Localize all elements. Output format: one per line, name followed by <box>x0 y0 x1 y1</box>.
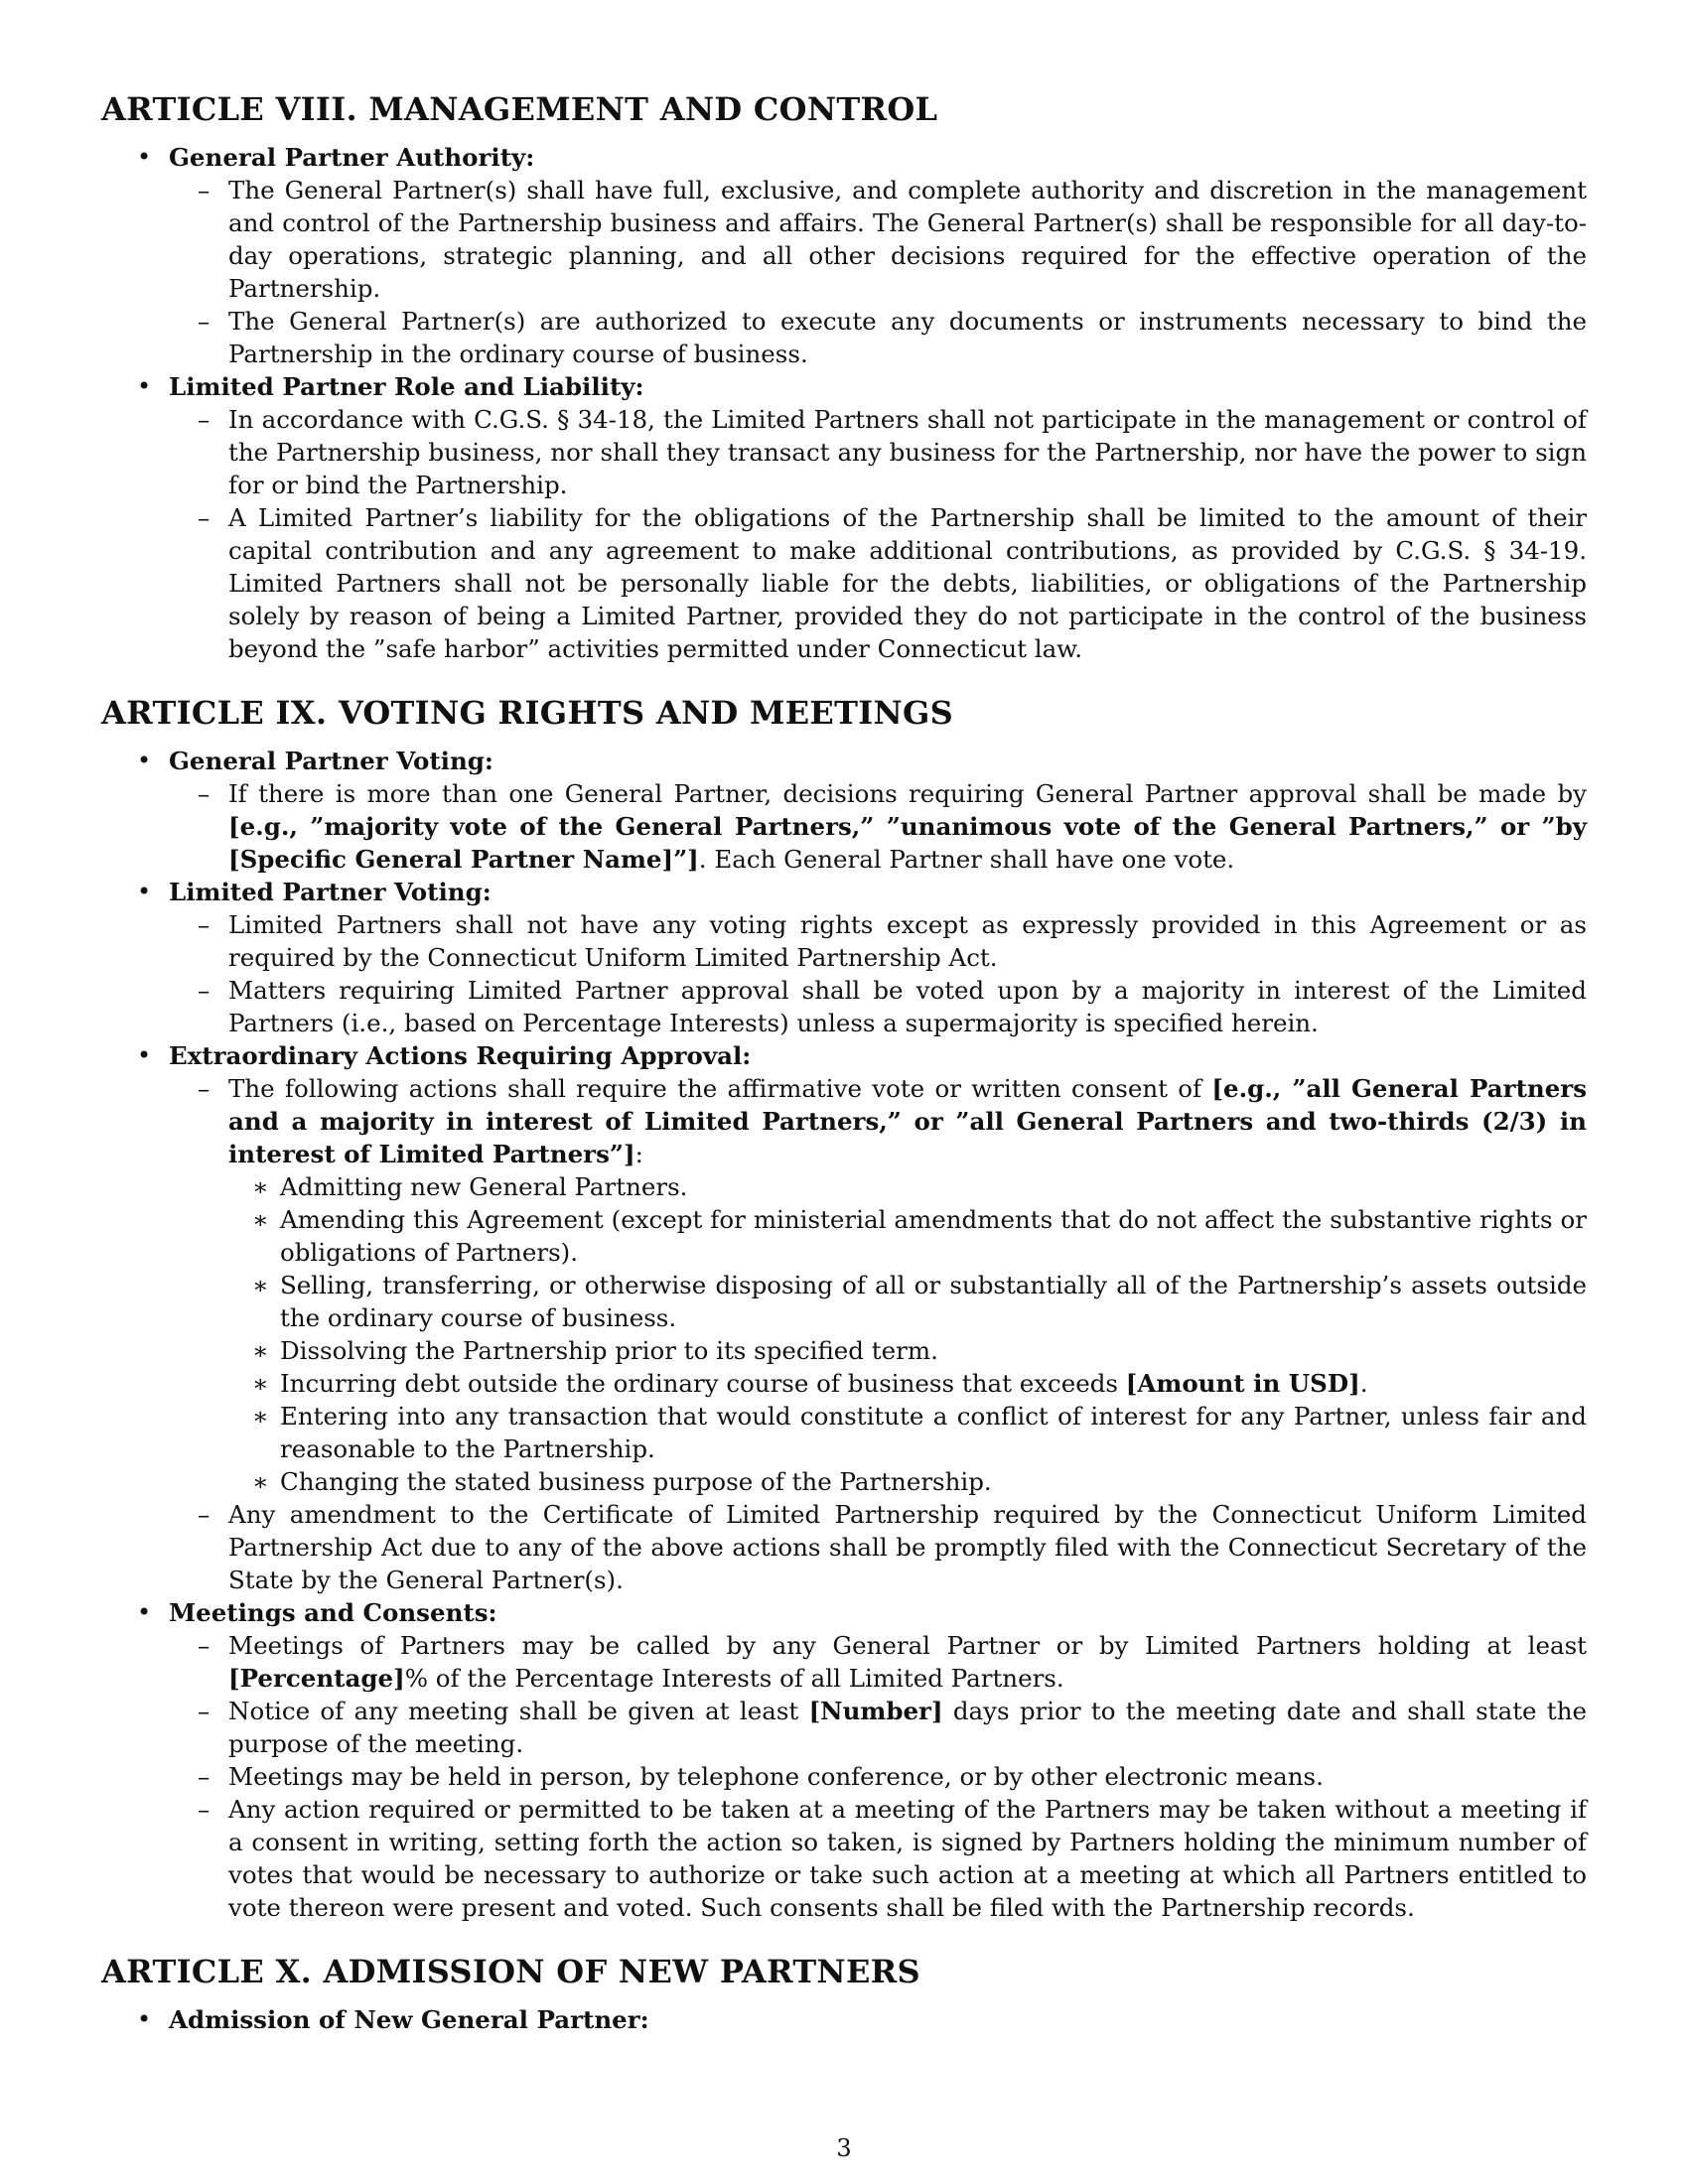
article-x-title: ARTICLE X. ADMISSION OF NEW PARTNERS <box>101 1953 920 1990</box>
section-title: Admission of New General Partner: <box>169 2005 649 2034</box>
clause-list <box>169 174 1587 370</box>
approval-placeholder: [e.g., ”all General Partners and a majority in interest of Limited Partners,” or ”all General Partners and two-thirds (2/3) in interest of Limited Partners”] <box>228 1074 1587 1168</box>
section-extraordinary-actions <box>101 1039 1587 1596</box>
clause: – Any action required or permitted to be taken at a meeting of the Partners may be taken without a meeting if a consent in writing, setting forth the action so taken, is signed by Partners holding the minimum number of votes that would be necessary to authorize or take such action at a meeting at which all Partners entitled to vote thereon were present and voted. Such consents shall be filed with the Partnership records. <box>169 1793 1587 1924</box>
article-x-sections <box>101 2003 1587 2036</box>
clause-text: : <box>634 1140 643 1168</box>
section-general-partner-authority <box>101 141 1587 370</box>
document-page <box>101 87 1587 2036</box>
page-number: 3 <box>836 2134 852 2162</box>
clause: – Meetings may be held in person, by telephone conference, or by other electronic means. <box>169 1760 1587 1793</box>
section-limited-partner-role <box>101 370 1587 665</box>
action-item: ∗ Dissolving the Partnership prior to its specified term. <box>228 1334 1587 1367</box>
action-text: . <box>1359 1369 1368 1398</box>
section-title: Limited Partner Role and Liability: <box>169 372 644 401</box>
clause: – A Limited Partner’s liability for the obligations of the Partnership shall be limited to the amount of their capital contribution and any agreement to make additional contributions, as provided by C.G.S. § 34-19. Limited Partners shall not be personally liable for the debts, liabilities, or obligations of the Partnership solely by reason of being a Limited Partner, provided they do not participate in the control of the business beyond the ”safe harbor” activities permitted under Connecticut law. <box>169 501 1587 665</box>
clause-list <box>169 777 1587 876</box>
action-item: ∗ Entering into any transaction that would constitute a conflict of interest for any Partner, unless fair and reasonable to the Partnership. <box>228 1400 1587 1465</box>
clause: – The General Partner(s) shall have full, exclusive, and complete authority and discretion in the management and control of the Partnership business and affairs. The General Partner(s) shall be responsible for all day-to-day operations, strategic planning, and all other decisions required for the effective operation of the Partnership. <box>169 174 1587 305</box>
clause: – Any amendment to the Certificate of Limited Partnership required by the Connecticut Uniform Limited Partnership Act due to any of the above actions shall be promptly filed with the Connecticut Secretary of the State by the General Partner(s). <box>169 1498 1587 1596</box>
amount-placeholder: [Amount in USD] <box>1125 1369 1360 1398</box>
voting-placeholder: [e.g., ”majority vote of the General Partners,” ”unanimous vote of the General Partners,” or ”by [Specific General Partner Name]”] <box>228 812 1587 874</box>
article-viii-title: ARTICLE VIII. MANAGEMENT AND CONTROL <box>101 90 938 128</box>
clause <box>169 777 1587 876</box>
section-meetings-consents <box>101 1596 1587 1924</box>
action-list <box>228 1170 1587 1498</box>
clause <box>169 1629 1587 1695</box>
action-item: ∗ Admitting new General Partners. <box>228 1170 1587 1203</box>
article-viii-sections <box>101 141 1587 665</box>
clause-text: Meetings of Partners may be called by any General Partner or by Limited Partners holding at least <box>228 1631 1587 1660</box>
clause-text: The following actions shall require the affirmative vote or written consent of <box>228 1074 1212 1103</box>
clause-text: % of the Percentage Interests of all Limited Partners. <box>404 1664 1064 1693</box>
section-title: Limited Partner Voting: <box>169 878 492 906</box>
clause: – The General Partner(s) are authorized to execute any documents or instruments necessary to bind the Partnership in the ordinary course of business. <box>169 305 1587 370</box>
clause-text: Notice of any meeting shall be given at least <box>228 1697 809 1725</box>
action-item: ∗ Selling, transferring, or otherwise disposing of all or substantially all of the Partnership’s assets outside the ordinary course of business. <box>228 1269 1587 1334</box>
clause-list <box>169 403 1587 665</box>
clause: – Matters requiring Limited Partner approval shall be voted upon by a majority in interest of the Limited Partners (i.e., based on Percentage Interests) unless a supermajority is specified herein. <box>169 974 1587 1039</box>
section-title: General Partner Voting: <box>169 747 493 775</box>
section-title: Meetings and Consents: <box>169 1598 497 1627</box>
percentage-placeholder: [Percentage] <box>228 1664 405 1693</box>
article-ix-sections <box>101 745 1587 1924</box>
section-limited-partner-voting <box>101 876 1587 1039</box>
clause-text: days prior to the meeting date and shall state the purpose of the meeting. <box>228 1697 1587 1758</box>
clause-list <box>169 908 1587 1039</box>
clause-list <box>169 1072 1587 1596</box>
clause-text: If there is more than one General Partner, decisions requiring General Partner approval shall be made by <box>228 779 1587 808</box>
section-admission-new-gp <box>101 2003 1587 2036</box>
action-text: Incurring debt outside the ordinary course of business that exceeds <box>280 1369 1126 1398</box>
action-item: ∗ Changing the stated business purpose of the Partnership. <box>228 1465 1587 1498</box>
action-item: ∗ Amending this Agreement (except for ministerial amendments that do not affect the substantive rights or obligations of Partners). <box>228 1203 1587 1269</box>
clause-list <box>169 1629 1587 1924</box>
article-ix-title: ARTICLE IX. VOTING RIGHTS AND MEETINGS <box>101 694 954 732</box>
section-general-partner-voting <box>101 745 1587 876</box>
clause <box>169 1072 1587 1498</box>
section-title: Extraordinary Actions Requiring Approval: <box>169 1041 752 1070</box>
section-title: General Partner Authority: <box>169 143 535 172</box>
number-placeholder: [Number] <box>808 1697 943 1725</box>
clause: – In accordance with C.G.S. § 34-18, the Limited Partners shall not participate in the management or control of the Partnership business, nor shall they transact any business for the Partnership, nor have the power to sign for or bind the Partnership. <box>169 403 1587 501</box>
clause <box>169 1695 1587 1760</box>
action-item <box>228 1367 1587 1400</box>
clause: – Limited Partners shall not have any voting rights except as expressly provided in this Agreement or as required by the Connecticut Uniform Limited Partnership Act. <box>169 908 1587 974</box>
clause-text: . Each General Partner shall have one vote. <box>698 845 1235 874</box>
